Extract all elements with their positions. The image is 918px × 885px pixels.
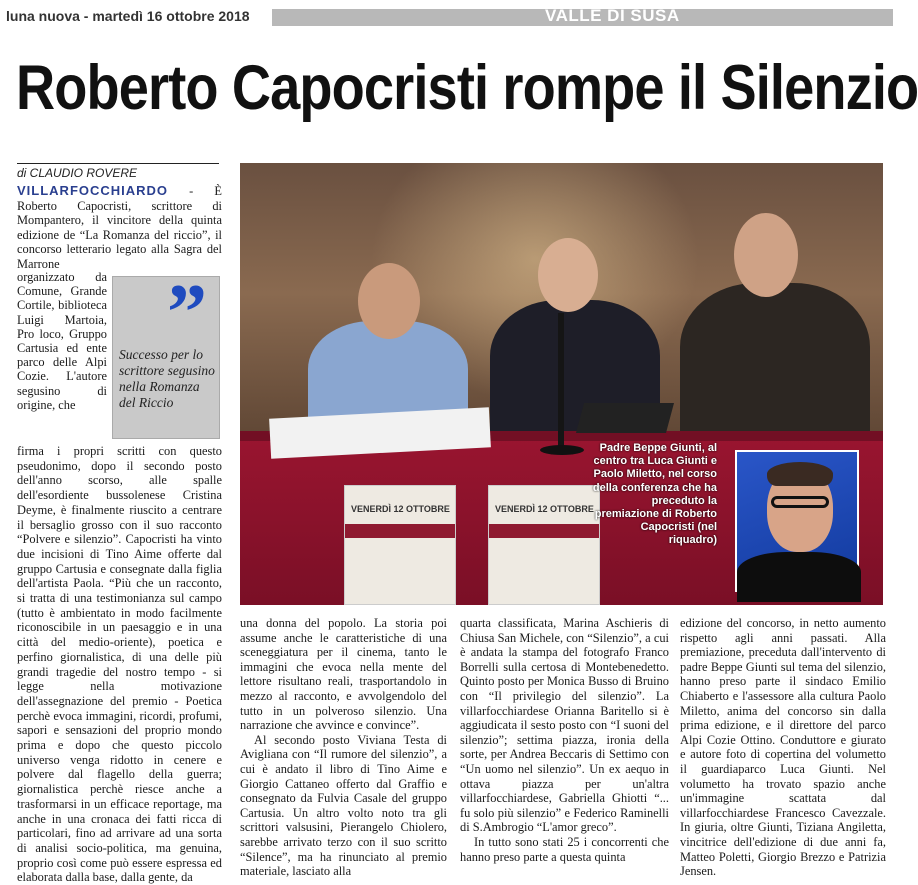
masthead	[0, 6, 893, 28]
headline: Roberto Capocristi rompe il Silenzio	[16, 53, 918, 123]
lead-text: - È Roberto Capocristi, scrittore di Mompantero, il vincitore della quinta edizione de “La Romanza del riccio”, il concorso letterario legato alla Sagra del Marrone	[17, 184, 222, 271]
dateline: VILLARFOCCHIARDO	[17, 183, 169, 198]
column-3	[240, 616, 447, 879]
poster-title: VENERDÌ 12 OTTOBRE	[495, 504, 594, 514]
column-1-top	[17, 184, 222, 272]
column-1-narrow	[17, 270, 107, 412]
column-3-paragraph-1: una donna del popolo. La storia poi assume anche le caratteristiche di una sceneggiatura per il cinema, tanto le immagini che evoca nella mente del lettore risultano reali, trasportandolo in mezzo al racconto, e avvolgendolo del tutto in un polveroso silenzio. Una narrazione che avvince e convince”.	[240, 616, 447, 733]
pull-quote-text: Successo per lo scrittore segusino nella Romanza del Riccio	[119, 347, 215, 410]
portrait-hair	[767, 462, 833, 486]
laptop	[576, 403, 674, 433]
microphone-base	[540, 445, 584, 455]
column-4-paragraph-1: quarta classificata, Marina Aschieris di Chiusa San Michele, con “Silenzio”, a cui è andata la stampa del fotografo Franco Borrelli sulla certosa di Montebenedetto. Quinto posto per Monica Busso di Bruino con “Il privilegio del silenzio”. La villarfocchiardese Orianna Baritello si è aggiudicata il sesto posto con “I suoni del silenzio”; settima piazza, ironia della sorte, per Andrea Beccaris di Settimo con “Un uomo nel silenzio”. Un ex aequo in ottava piazza per un'altra villarfocchiardese, Gabriella Ghiotti “... fu solo più silenzio” e Federico Raminelli di S.Ambrogio “L'amor greco”.	[460, 616, 669, 835]
quote-mark-icon: ”	[167, 269, 207, 357]
column-5	[680, 616, 886, 879]
poster-title: VENERDÌ 12 OTTOBRE	[351, 504, 450, 514]
microphone-icon	[558, 313, 564, 453]
section-title: VALLE DI SUSA	[545, 6, 680, 25]
publication-date-line: luna nuova - martedì 16 ottobre 2018	[6, 8, 250, 24]
column-1-bottom	[17, 444, 222, 885]
event-poster-right	[488, 485, 600, 605]
column-4-paragraph-2: In tutto sono stati 25 i concorrenti che hanno preso parte a questa quinta	[460, 834, 669, 864]
portrait-shirt	[737, 552, 861, 602]
column-1-text: firma i propri scritti con questo pseudonimo, dopo il secondo posto dell'anno scorso, alle spalle dell'esordiente bussolenese Cristina Deyme, è finalmente riuscito a centrare il bersaglio grosso con il suo racconto “Polvere e silenzio”. Capocristi ha vinto due incisioni di Tino Aime offerte dal gruppo Cartusia e consegnate dalla figlia dell'artista Paola. “Più che un racconto, si tratta di una testimonianza sul campo (tutto è ambientato in modo facilmente riconoscibile in un paesaggio e in una città del medio-oriente), poetica e perfino giornalistica, di una delle più grandi tragedie del nostro tempo - si legge nella motivazione dell'assegnazione del premio - Poetica perchè evoca immagini, ricordi, profumi, sapori e sensazioni del proprio mondo prima e dopo che questo piccolo universo venga ridotto in cenere e polvere dal flagello della guerra; giornalistica perchè riesce anche a trasformarsi in un efficace reportage, ma anche in una cronaca dei fatti ricca di particolari, fino ad arrivare ad una sorta di analisi socio-politica, ma genuina, proprio così come può essere espressa ed elaborata dalla base, dalla gente, da	[17, 444, 222, 885]
column-5-paragraph-1: edizione del concorso, in netto aumento rispetto agli anni passati. Alla premiazione, preceduta dall'intervento di padre Beppe Giunti sul tema del silenzio, hanno preso parte il sindaco Emilio Chiaberto e l'assessore alla cultura Paolo Miletto, anima del concorso sin dalla prima edizione, e il direttore del parco Alpi Cozie Ottino. Conduttore e giurato e autore foto di copertina del volumetto il guardiaparco Luca Giunti. Nel volumetto ha trovato spazio anche un'immagine scattata dal villarfocchiardese Francesco Cavezzale. In giuria, oltre Giunti, Tiziana Angiletta, vincitrice dell'edizione di due anni fa, Matteo Poletti, Giorgio Brezzo e Patrizia Jensen.	[680, 616, 886, 879]
narrow-text: organizzato da Comune, Grande Cortile, biblioteca Luigi Martoia, Pro loco, Gruppo Cartusia ed ente parco delle Alpi Cozie. L'autore segusino di origine, che	[17, 270, 107, 412]
portrait-glasses-icon	[771, 496, 829, 508]
poster-band	[345, 524, 455, 538]
photo-caption: Padre Beppe Giunti, al centro tra Luca Giunti e Paolo Miletto, nel corso della conferenza che ha preceduto la premiazione di Roberto Capocristi (nel riquadro)	[592, 442, 717, 547]
column-4	[460, 616, 669, 864]
conference-photo	[240, 163, 883, 605]
pull-quote	[112, 269, 220, 439]
column-3-paragraph-2: Al secondo posto Viviana Testa di Avigliana con “Il rumore del silenzio”, a cui è andato il libro di Tino Aime e Giorgio Cattaneo offerto dal Graffio e consegnato da Fulvia Casale del gruppo Cartusia. Un altro volto noto tra gli scrittori valsusini, Pierangelo Chiolero, sarebbe arrivato terzo con il suo scritto “Silence”, ma ha rinunciato al premio materiale, lasciato alla	[240, 732, 447, 879]
event-poster-left	[344, 485, 456, 605]
inset-portrait	[735, 450, 859, 592]
lead-paragraph	[17, 184, 222, 272]
byline: di CLAUDIO ROVERE	[17, 163, 219, 180]
poster-band	[489, 524, 599, 538]
